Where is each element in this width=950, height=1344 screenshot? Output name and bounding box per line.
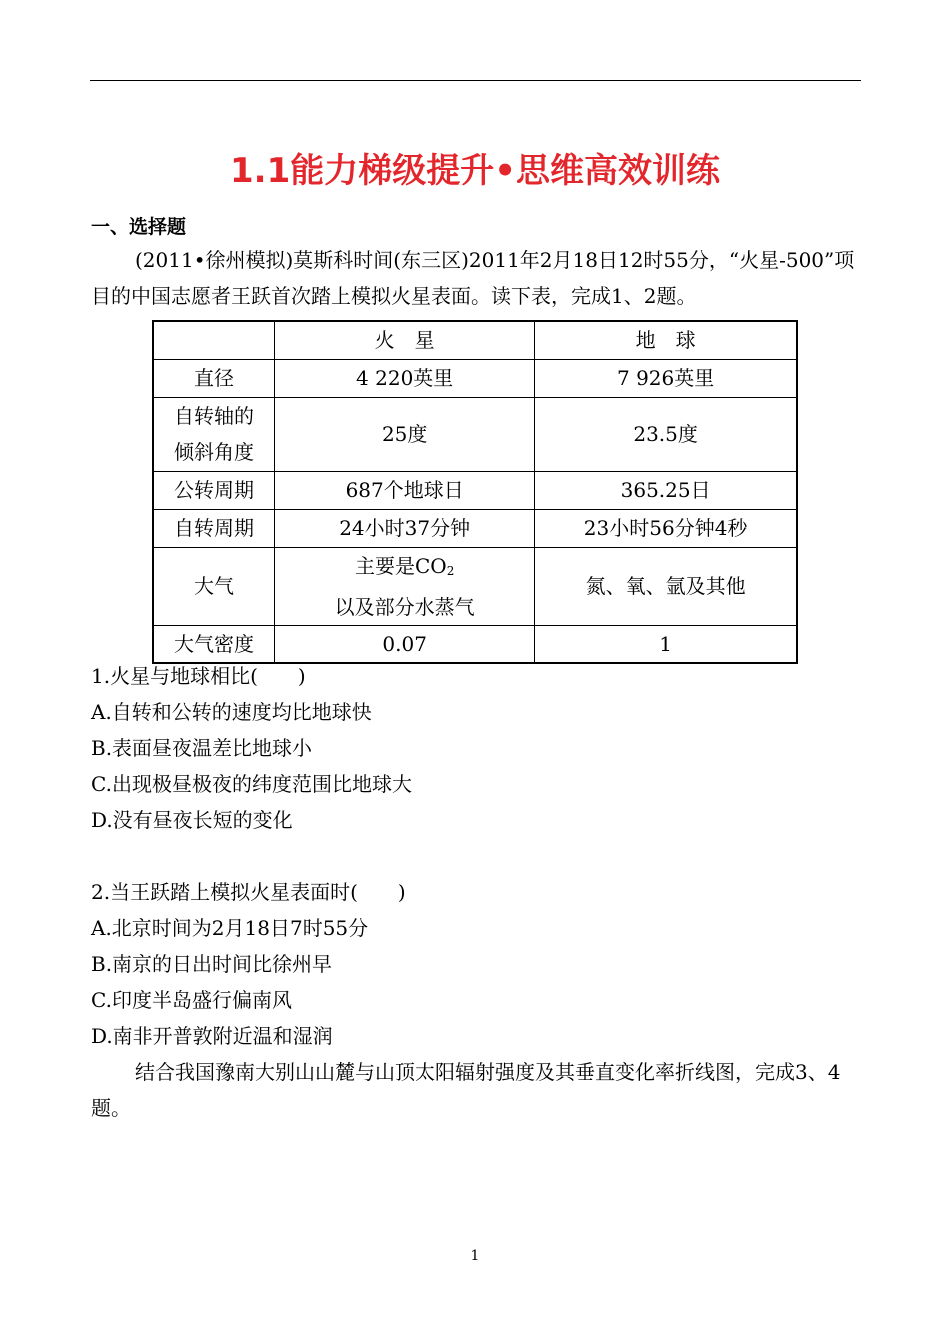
table-row bbox=[153, 509, 797, 547]
row-label-line: 倾斜角度 bbox=[174, 440, 255, 464]
mars-value: 0.07 bbox=[275, 625, 535, 663]
table-row bbox=[153, 471, 797, 509]
row-label-line: 自转轴的 bbox=[174, 404, 255, 428]
table-header-row bbox=[153, 321, 797, 359]
table-row bbox=[153, 547, 797, 625]
page-title: 1.1能力梯级提升•思维高效训练 bbox=[230, 151, 720, 191]
row-label: 直径 bbox=[153, 359, 275, 397]
intro-paragraph-2: 结合我国豫南大别山山麓与山顶太阳辐射强度及其垂直变化率折线图，完成3、4题。 bbox=[91, 1060, 841, 1120]
earth-value: 7 926英里 bbox=[535, 359, 797, 397]
row-label: 大气密度 bbox=[153, 625, 275, 663]
question-2-option-d: D.南非开普敦附近温和湿润 bbox=[91, 1024, 333, 1048]
earth-value: 365.25日 bbox=[535, 471, 797, 509]
row-label: 公转周期 bbox=[153, 471, 275, 509]
header-cell-earth: 地 球 bbox=[535, 321, 797, 359]
row-label: 大气 bbox=[153, 547, 275, 625]
page-number: 1 bbox=[470, 1248, 480, 1264]
mars-value-line bbox=[275, 548, 534, 589]
earth-value: 23.5度 bbox=[535, 397, 797, 471]
question-2-option-b: B.南京的日出时间比徐州早 bbox=[91, 952, 333, 976]
question-1-option-b: B.表面昼夜温差比地球小 bbox=[91, 736, 313, 760]
table-row bbox=[153, 397, 797, 471]
mars-value bbox=[275, 547, 535, 625]
table-row bbox=[153, 359, 797, 397]
mars-value: 25度 bbox=[275, 397, 535, 471]
question-2-option-c: C.印度半岛盛行偏南风 bbox=[91, 988, 292, 1012]
subscript: 2 bbox=[446, 563, 455, 578]
earth-value: 23小时56分钟4秒 bbox=[535, 509, 797, 547]
mars-value: 4 220英里 bbox=[275, 359, 535, 397]
question-1-option-c: C.出现极昼极夜的纬度范围比地球大 bbox=[91, 772, 412, 796]
header-rule bbox=[90, 80, 861, 81]
mars-value: 24小时37分钟 bbox=[275, 509, 535, 547]
section-heading: 一、选择题 bbox=[91, 216, 187, 238]
question-2-stem: 2.当王跃踏上模拟火星表面时( ) bbox=[91, 880, 406, 904]
question-1-option-a: A.自转和公转的速度均比地球快 bbox=[91, 700, 372, 724]
row-label bbox=[153, 397, 275, 471]
header-cell-empty bbox=[153, 321, 275, 359]
intro-paragraph: (2011•徐州模拟)莫斯科时间(东三区)2011年2月18日12时55分，“火星-500”项目的中国志愿者王跃首次踏上模拟火星表面。读下表，完成1、2题。 bbox=[91, 248, 855, 308]
mars-value-line: 以及部分水蒸气 bbox=[334, 594, 475, 619]
earth-value: 1 bbox=[535, 625, 797, 663]
mars-value-text: 主要是CO bbox=[354, 553, 447, 578]
header-cell-mars: 火 星 bbox=[275, 321, 535, 359]
mars-earth-table bbox=[152, 320, 798, 664]
question-1-stem: 1.火星与地球相比( ) bbox=[91, 664, 306, 688]
earth-value: 氮、氧、氩及其他 bbox=[535, 547, 797, 625]
question-2-option-a: A.北京时间为2月18日7时55分 bbox=[91, 916, 369, 940]
row-label: 自转周期 bbox=[153, 509, 275, 547]
question-1-option-d: D.没有昼夜长短的变化 bbox=[91, 808, 293, 832]
mars-value: 687个地球日 bbox=[275, 471, 535, 509]
